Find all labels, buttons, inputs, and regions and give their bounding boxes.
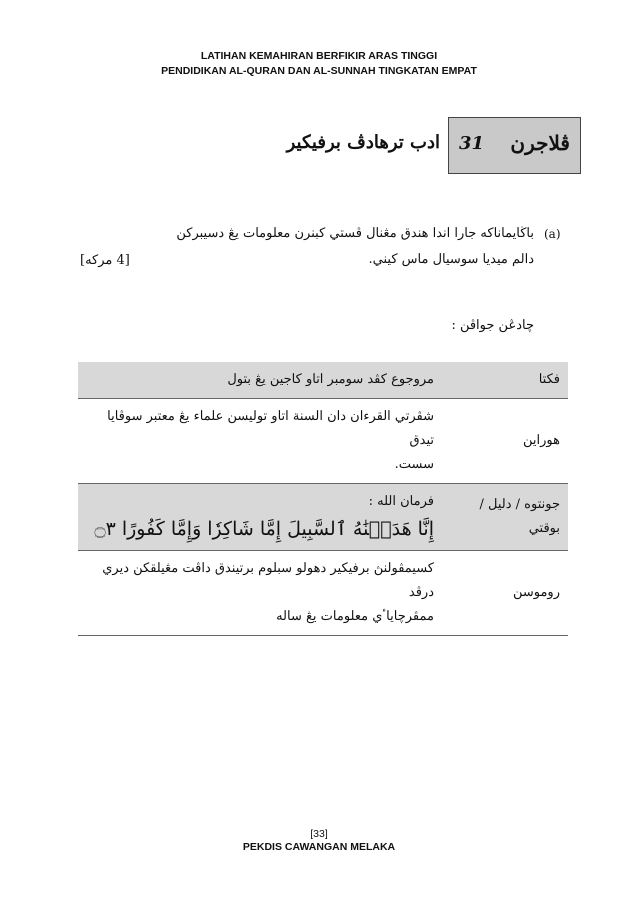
row-text: فرمان الله : <box>368 494 434 509</box>
page-number: [33] <box>310 828 328 840</box>
lesson-number: 31 <box>459 133 485 154</box>
row-text: ممڤرچاياٴي معلومات يڠ ساله <box>276 609 434 624</box>
table-row <box>78 362 568 399</box>
row-text: شڤرتي القرءان دان السنة اتاو توليسن علماء يڠ معتبر سوڤايا تيدق <box>107 409 434 448</box>
header-line-1: LATIHAN KEMAHIRAN BERFIKIR ARAS TINGGI <box>200 50 438 62</box>
row-text: سست. <box>394 457 434 472</box>
row-label: جونتوه / دليل / بوقتي <box>442 484 568 551</box>
table-row <box>78 484 568 551</box>
question-line-1: باڬايماناكه جارا اندا هندق مڠنال ڤستي كبنرن معلومات يڠ دسيبركن <box>176 226 534 241</box>
row-content <box>78 551 442 636</box>
row-text: كسيمڤولنڽ برفيكير دهولو سبلوم برتيندق داڤت مڠيلقكن ديري درڤد <box>102 561 434 600</box>
quran-verse: إِنَّا هَدَيۡنَٰهُ ٱلسَّبِيلَ إِمَّا شَاكِرٗا وَإِمَّا كَفُورًا ۝٣ <box>94 518 434 540</box>
table-row <box>78 551 568 636</box>
document-header <box>0 49 638 79</box>
lesson-word: ڤلاجرن <box>510 131 570 155</box>
question-line-2: دالم ميديا سوسيال ماس كيني. <box>368 252 534 267</box>
question-label: (a) <box>544 227 561 241</box>
row-label: هوراين <box>442 399 568 484</box>
row-label: فكتا <box>442 362 568 399</box>
row-content <box>78 362 442 399</box>
row-content <box>78 399 442 484</box>
table-row <box>78 399 568 484</box>
question-marks: [4 مركه] <box>80 253 130 268</box>
document-footer <box>0 828 638 854</box>
header-line-2: PENDIDIKAN AL-QURAN DAN AL-SUNNAH TINGKATAN EMPAT <box>161 65 477 77</box>
suggested-answer-heading: چادڠن جواڤن : <box>451 318 534 333</box>
section-title: ادب ترهادڤ برفيكير <box>286 132 440 153</box>
row-label: روموسن <box>442 551 568 636</box>
footer-organization: PEKDIS CAWANGAN MELAKA <box>242 841 396 853</box>
lesson-number-box <box>448 117 581 174</box>
row-text: مروجوع كڤد سومبر اتاو كاجين يڠ بتول <box>227 372 434 387</box>
row-content <box>78 484 442 551</box>
answer-table <box>78 362 568 636</box>
